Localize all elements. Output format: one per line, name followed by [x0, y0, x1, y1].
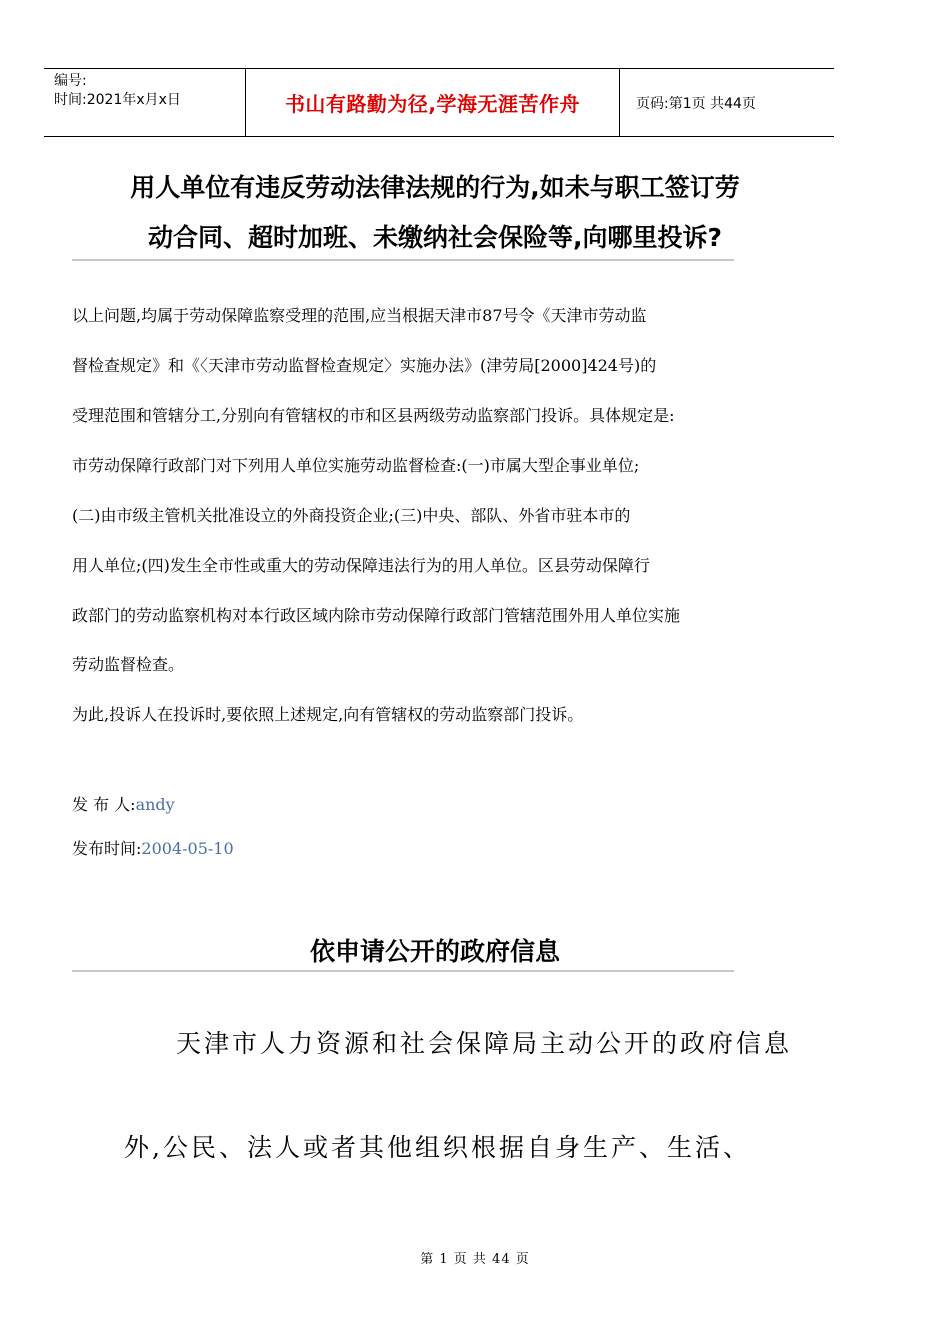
document-header [44, 68, 834, 137]
section-title: 依申请公开的政府信息 [309, 937, 560, 966]
publish-date: 2004-05-10 [141, 839, 234, 858]
publisher-label: 发 布 人: [72, 795, 136, 814]
header-page-cell [628, 69, 834, 136]
section-divider [72, 970, 734, 972]
header-slogan: 书山有路勤为径,学海无涯苦作舟 [246, 69, 620, 136]
publisher-row [72, 795, 175, 815]
body-line: 市劳动保障行政部门对下列用人单位实施劳动监督检查:(一)市属大型企事业单位; [72, 456, 640, 475]
title-divider [72, 259, 734, 261]
header-meta-cell [44, 69, 246, 136]
date-label: 发布时间: [72, 839, 142, 858]
date-row [72, 839, 234, 859]
body-line: 受理范围和管辖分工,分别向有管辖权的市和区县两级劳动监察部门投诉。具体规定是: [72, 406, 675, 425]
body-line: 督检查规定》和《〈天津市劳动监督检查规定〉实施办法》(津劳局[2000]424号)的 [72, 356, 657, 375]
section-body-line1: 天津市人力资源和社会保障局主动公开的政府信息 [176, 1029, 793, 1058]
page-info: 页码:第1页 共44页 [636, 95, 756, 112]
body-line: 劳动监督检查。 [72, 655, 185, 674]
body-line: 政部门的劳动监察机构对本行政区域内除市劳动保障行政部门管辖范围外用人单位实施 [72, 606, 681, 625]
body-line: 用人单位;(四)发生全市性或重大的劳动保障违法行为的用人单位。区县劳动保障行 [72, 556, 650, 575]
time-label: 时间:2021年x月x日 [54, 92, 181, 108]
page-footer: 第 1 页 共 44 页 [420, 1252, 530, 1267]
body-line: 为此,投诉人在投诉时,要依照上述规定,向有管辖权的劳动监察部门投诉。 [72, 705, 584, 724]
publisher-link[interactable]: andy [135, 795, 175, 814]
number-label: 编号: [54, 73, 87, 89]
body-line: 以上问题,均属于劳动保障监察受理的范围,应当根据天津市87号令《天津市劳动监 [72, 306, 647, 325]
section-body-line2: 外,公民、法人或者其他组织根据自身生产、生活、 [124, 1133, 751, 1162]
body-line: (二)由市级主管机关批准设立的外商投资企业;(三)中央、部队、外省市驻本市的 [72, 506, 631, 525]
article-title-line2: 动合同、超时加班、未缴纳社会保险等,向哪里投诉? [147, 223, 722, 252]
article-title-line1: 用人单位有违反劳动法律法规的行为,如未与职工签订劳 [130, 173, 740, 202]
